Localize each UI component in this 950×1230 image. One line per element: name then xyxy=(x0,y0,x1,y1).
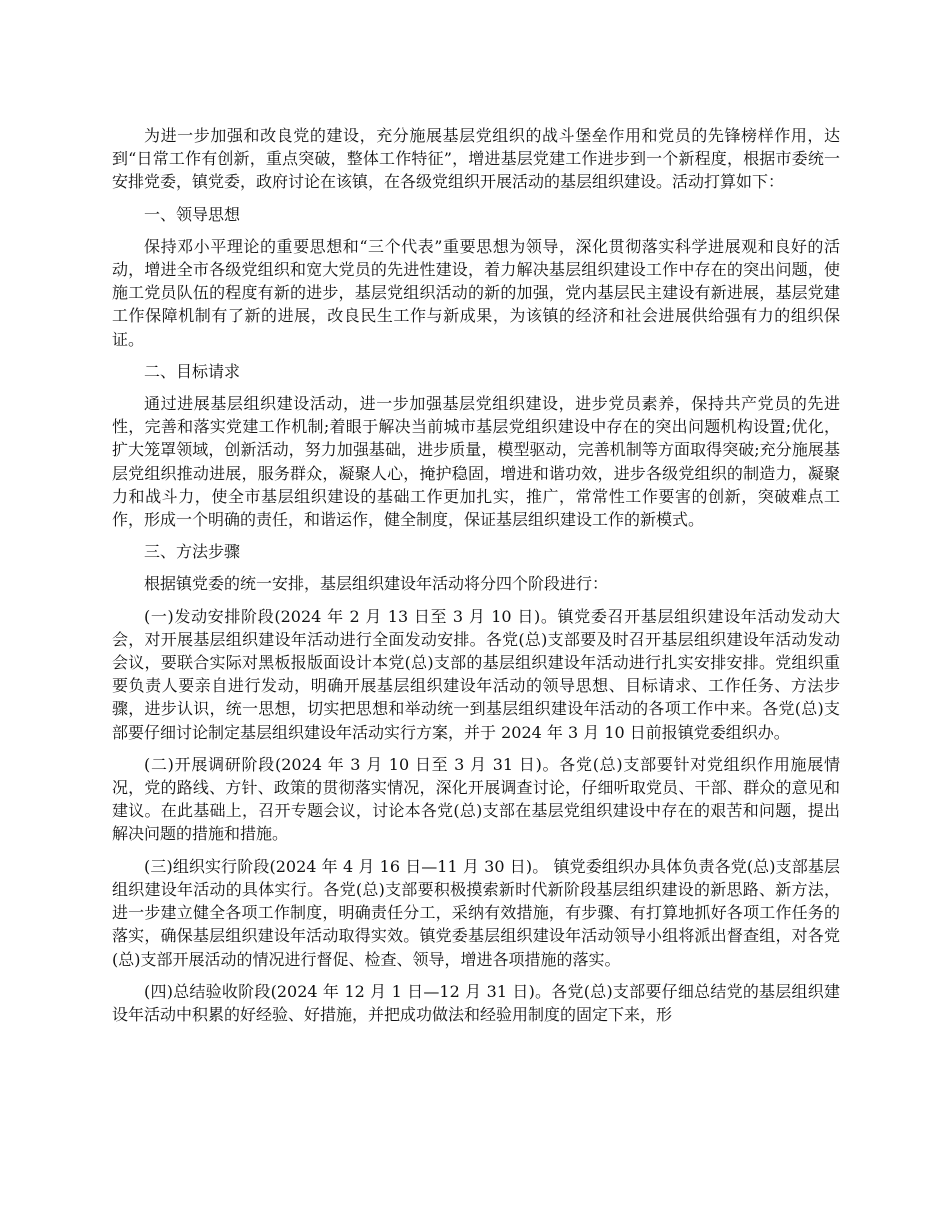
stage-four-paragraph: (四)总结验收阶段(2024 年 12 月 1 日—12 月 31 日)。各党(总)支部要仔细总结党的基层组织建设年活动中积累的好经验、好措施，并把成功做法和经验用制度的固定下来，形 xyxy=(112,981,840,1024)
stage-one-paragraph: (一)发动安排阶段(2024 年 2 月 13 日至 3 月 10 日)。镇党委召开基层组织建设年活动发动大会，对开展基层组织建设年活动进行全面发动安排。各党(总)支部要及时召开基层组织建设年活动发动会议，要联合实际对黑板报版面设计本党(总)支部的基层组织建设年活动进行扎实安排安排。党组织重要负责人要亲自进行发动，明确开展基层组织建设年活动的领导思想、目标请求、工作任务、方法步骤，进步认识，统一思想，切实把思想和举动统一到基层组织建设年活动的各项工作中来。各党(总)支部要仔细讨论制定基层组织建设年活动实行方案，并于 2024 年 3 月 10 日前报镇党委组织办。 xyxy=(112,606,840,742)
document-body xyxy=(112,124,840,1035)
stage-three-paragraph: (三)组织实行阶段(2024 年 4 月 16 日—11 月 30 日)。 镇党委组织办具体负责各党(总)支部基层组织建设年活动的具体实行。各党(总)支部要积极摸索新时代新阶段基层组织建设的新思路、新方法，进一步建立健全各项工作制度，明确责任分工，采纳有效措施，有步骤、有打算地抓好各项工作任务的落实，确保基层组织建设年活动取得实效。镇党委基层组织建设年活动领导小组将派出督查组，对各党(总)支部开展活动的情况进行督促、检查、领导，增进各项措施的落实。 xyxy=(112,856,840,969)
section-heading-methods: 三、方法步骤 xyxy=(144,542,241,562)
goals-paragraph: 通过进展基层组织建设活动，进一步加强基层党组织建设，进步党员素养，保持共产党员的先进性，完善和落实党建工作机制;着眼于解决当前城市基层党组织建设中存在的突出问题机构设置;优化，扩大笼罩领域，创新活动，努力加强基础，进步质量，模型驱动，完善机制等方面取得突破;充分施展基层党组织推动进展，服务群众，凝聚人心，掩护稳固，增进和谐功效，进步各级党组织的制造力，凝聚力和战斗力，使全市基层组织建设的基础工作更加扎实，推广，常常性工作要害的创新，突破难点工作，形成一个明确的责任，和谐运作，健全制度，保证基层组织建设工作的新模式。 xyxy=(112,394,840,530)
guiding-thought-paragraph: 保持邓小平理论的重要思想和“三个代表”重要思想为领导，深化贯彻落实科学进展观和良好的活动，增进全市各级党组织和宽大党员的先进性建设，着力解决基层组织建设工作中存在的突出问题，使施工党员队伍的程度有新的进步，基层党组织活动的新的加强，党内基层民主建设有新进展，基层党建工作保障机制有了新的进展，改良民生工作与新成果，为该镇的经济和社会进展供给强有力的组织保证。 xyxy=(112,236,840,349)
intro-paragraph: 为进一步加强和改良党的建设，充分施展基层党组织的战斗堡垒作用和党员的先锋榜样作用，达到“日常工作有创新，重点突破，整体工作特征”，增进基层党建工作进步到一个新程度，根据市委统一安排党委，镇党委，政府讨论在该镇，在各级党组织开展活动的基层组织建设。活动打算如下： xyxy=(112,126,840,192)
section-heading-goals: 二、目标请求 xyxy=(144,361,241,381)
methods-intro-paragraph: 根据镇党委的统一安排，基层组织建设年活动将分四个阶段进行： xyxy=(144,574,609,594)
stage-two-paragraph: (二)开展调研阶段(2024 年 3 月 10 日至 3 月 31 日)。各党(总)支部要针对党组织作用施展情况，党的路线、方针、政策的贯彻落实情况，深化开展调查讨论，仔细听取党员、干部、群众的意见和建议。在此基础上，召开专题会议，讨论本各党(总)支部在基层党组织建设中存在的艰苦和问题，提出解决问题的措施和措施。 xyxy=(112,754,840,844)
section-heading-guiding-thought: 一、领导思想 xyxy=(144,204,241,224)
